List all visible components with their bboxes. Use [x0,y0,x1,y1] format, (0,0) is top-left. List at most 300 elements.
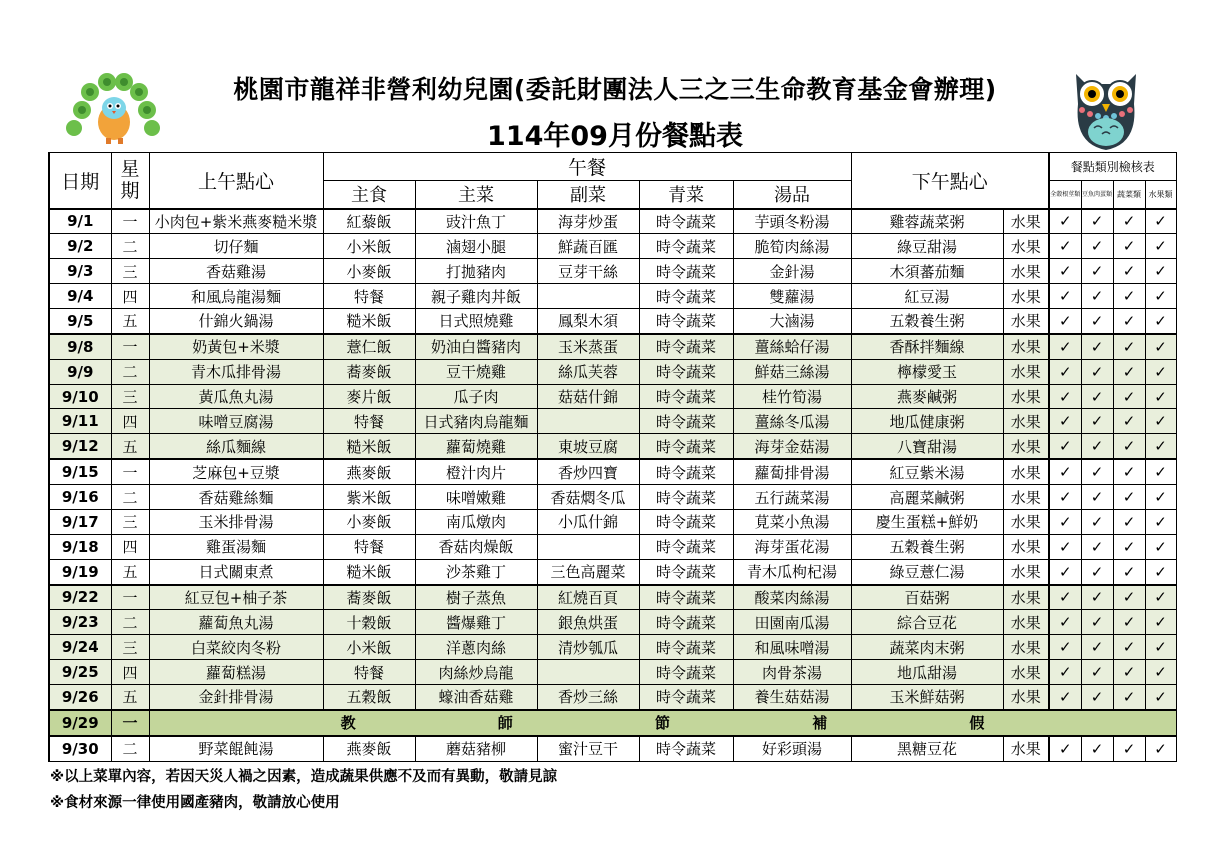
header-soup: 湯品 [733,181,851,209]
soup-cell: 金針湯 [733,259,851,284]
am-snack-cell: 什錦火鍋湯 [149,308,323,333]
fruit-cell: 水果 [1003,409,1049,434]
check-mark-cell: ✓ [1113,660,1145,685]
date-cell: 9/26 [49,684,111,709]
am-snack-cell: 雞蛋湯麵 [149,534,323,559]
table-row [49,559,1176,584]
header-pm-snack: 下午點心 [851,153,1049,209]
check-mark-cell: ✓ [1049,684,1081,709]
check-mark-cell: ✓ [1113,684,1145,709]
check-mark-cell: ✓ [1049,409,1081,434]
date-cell: 9/3 [49,259,111,284]
main-dish-cell: 蠔油香菇雞 [415,684,537,709]
date-cell: 9/4 [49,284,111,309]
table-row [49,359,1176,384]
check-mark-cell: ✓ [1113,359,1145,384]
check-mark-cell: ✓ [1049,308,1081,333]
staple-cell: 麥片飯 [323,384,415,409]
check-mark-cell: ✓ [1081,284,1113,309]
header-check-table: 餐點類別檢核表 [1049,153,1176,181]
check-mark-cell: ✓ [1145,409,1176,434]
pm-snack-cell: 檸檬愛玉 [851,359,1003,384]
table-row [49,459,1176,484]
side-dish-cell [537,534,639,559]
soup-cell: 大滷湯 [733,308,851,333]
side-dish-cell [537,409,639,434]
check-mark-cell: ✓ [1113,459,1145,484]
table-row [49,684,1176,709]
staple-cell: 五穀飯 [323,684,415,709]
soup-cell: 五行蔬菜湯 [733,485,851,510]
page-subtitle: 114年09月份餐點表 [487,121,743,152]
fruit-cell: 水果 [1003,660,1049,685]
main-dish-cell: 蘑菇豬柳 [415,736,537,762]
side-dish-cell: 三色高麗菜 [537,559,639,584]
weekday-cell: 二 [111,234,149,259]
soup-cell: 鮮菇三絲湯 [733,359,851,384]
check-mark-cell: ✓ [1049,359,1081,384]
weekday-cell: 三 [111,384,149,409]
vegetable-cell: 時令蔬菜 [639,284,733,309]
check-mark-cell: ✓ [1081,534,1113,559]
main-dish-cell: 南瓜燉肉 [415,509,537,534]
check-mark-cell: ✓ [1145,384,1176,409]
header-am-snack: 上午點心 [149,153,323,209]
am-snack-cell: 紅豆包+柚子茶 [149,585,323,610]
soup-cell: 脆筍肉絲湯 [733,234,851,259]
vegetable-cell: 時令蔬菜 [639,660,733,685]
check-mark-cell: ✓ [1113,234,1145,259]
pm-snack-cell: 紅豆紫米湯 [851,459,1003,484]
header-side-dish: 副菜 [537,181,639,209]
staple-cell: 十穀飯 [323,610,415,635]
pm-snack-cell: 高麗菜鹹粥 [851,485,1003,510]
soup-cell: 桂竹筍湯 [733,384,851,409]
fruit-cell: 水果 [1003,334,1049,359]
date-cell: 9/11 [49,409,111,434]
staple-cell: 薏仁飯 [323,334,415,359]
table-row [49,736,1176,762]
check-mark-cell: ✓ [1081,409,1113,434]
fruit-cell: 水果 [1003,534,1049,559]
table-row [49,434,1176,459]
soup-cell: 養生菇菇湯 [733,684,851,709]
side-dish-cell: 香炒三絲 [537,684,639,709]
am-snack-cell: 奶黃包+米漿 [149,334,323,359]
pm-snack-cell: 雞蓉蔬菜粥 [851,209,1003,234]
soup-cell: 田園南瓜湯 [733,610,851,635]
check-mark-cell: ✓ [1145,459,1176,484]
weekday-cell: 二 [111,610,149,635]
holiday-word: 補 [812,714,828,733]
am-snack-cell: 和風烏龍湯麵 [149,284,323,309]
weekday-cell: 二 [111,359,149,384]
fruit-cell: 水果 [1003,384,1049,409]
staple-cell: 燕麥飯 [323,736,415,762]
am-snack-cell: 小肉包+紫米燕麥糙米漿 [149,209,323,234]
pm-snack-cell: 玉米鮮菇粥 [851,684,1003,709]
check-mark-cell: ✓ [1113,610,1145,635]
fruit-cell: 水果 [1003,485,1049,510]
vegetable-cell: 時令蔬菜 [639,334,733,359]
holiday-word: 師 [497,714,513,733]
soup-cell: 海芽金菇湯 [733,434,851,459]
side-dish-cell: 海芽炒蛋 [537,209,639,234]
check-mark-cell: ✓ [1113,736,1145,762]
notes [50,764,557,816]
check-mark-cell: ✓ [1049,284,1081,309]
check-mark-cell: ✓ [1049,736,1081,762]
soup-cell: 莧菜小魚湯 [733,509,851,534]
check-mark-cell: ✓ [1145,485,1176,510]
am-snack-cell: 日式關東煮 [149,559,323,584]
weekday-cell: 二 [111,736,149,762]
check-mark-cell: ✓ [1081,209,1113,234]
weekday-cell: 一 [111,209,149,234]
check-mark-cell: ✓ [1081,684,1113,709]
peacock-logo-icon [62,70,162,146]
weekday-cell: 一 [111,459,149,484]
header-staple: 主食 [323,181,415,209]
side-dish-cell [537,284,639,309]
table-row [49,610,1176,635]
staple-cell: 糙米飯 [323,434,415,459]
fruit-cell: 水果 [1003,359,1049,384]
check-mark-cell: ✓ [1081,234,1113,259]
header-main-dish: 主菜 [415,181,537,209]
fruit-cell: 水果 [1003,209,1049,234]
staple-cell: 蕎麥飯 [323,585,415,610]
check-mark-cell: ✓ [1049,610,1081,635]
meal-table-body [49,209,1176,762]
check-mark-cell: ✓ [1113,485,1145,510]
staple-cell: 糙米飯 [323,559,415,584]
date-cell: 9/12 [49,434,111,459]
side-dish-cell [537,660,639,685]
header-check-grains: 全穀根莖類 [1049,181,1081,209]
date-cell: 9/24 [49,635,111,660]
table-row [49,234,1176,259]
fruit-cell: 水果 [1003,259,1049,284]
check-mark-cell: ✓ [1113,384,1145,409]
am-snack-cell: 絲瓜麵線 [149,434,323,459]
weekday-cell: 三 [111,509,149,534]
vegetable-cell: 時令蔬菜 [639,509,733,534]
page-title: 桃園市龍祥非營利幼兒園(委託財團法人三之三生命教育基金會辦理) [233,75,997,104]
table-row [49,334,1176,359]
vegetable-cell: 時令蔬菜 [639,585,733,610]
staple-cell: 特餐 [323,660,415,685]
weekday-cell: 四 [111,534,149,559]
check-mark-cell: ✓ [1113,585,1145,610]
side-dish-cell: 東坡豆腐 [537,434,639,459]
fruit-cell: 水果 [1003,509,1049,534]
am-snack-cell: 切仔麵 [149,234,323,259]
date-cell: 9/30 [49,736,111,762]
vegetable-cell: 時令蔬菜 [639,534,733,559]
staple-cell: 特餐 [323,534,415,559]
main-dish-cell: 日式豬肉烏龍麵 [415,409,537,434]
check-mark-cell: ✓ [1145,359,1176,384]
date-cell: 9/22 [49,585,111,610]
check-mark-cell: ✓ [1049,384,1081,409]
date-cell: 9/18 [49,534,111,559]
note-2: ※食材來源一律使用國產豬肉，敬請放心使用 [50,795,340,811]
main-dish-cell: 蘿蔔燒雞 [415,434,537,459]
check-mark-cell: ✓ [1081,585,1113,610]
weekday-cell: 三 [111,259,149,284]
table-row [49,308,1176,333]
check-mark-cell: ✓ [1081,459,1113,484]
date-cell: 9/25 [49,660,111,685]
check-mark-cell: ✓ [1145,434,1176,459]
check-mark-cell: ✓ [1145,209,1176,234]
pm-snack-cell: 五穀養生粥 [851,308,1003,333]
check-mark-cell: ✓ [1145,509,1176,534]
main-dish-cell: 豉汁魚丁 [415,209,537,234]
fruit-cell: 水果 [1003,736,1049,762]
staple-cell: 特餐 [323,284,415,309]
check-mark-cell: ✓ [1049,334,1081,359]
check-mark-cell: ✓ [1145,736,1176,762]
check-mark-cell: ✓ [1081,509,1113,534]
fruit-cell: 水果 [1003,459,1049,484]
pm-snack-cell: 蔬菜肉末粥 [851,635,1003,660]
vegetable-cell: 時令蔬菜 [639,459,733,484]
fruit-cell: 水果 [1003,635,1049,660]
fruit-cell: 水果 [1003,308,1049,333]
check-mark-cell: ✓ [1081,259,1113,284]
pm-snack-cell: 綠豆甜湯 [851,234,1003,259]
holiday-row [49,710,1176,736]
soup-cell: 海芽蛋花湯 [733,534,851,559]
weekday-cell: 五 [111,434,149,459]
check-mark-cell: ✓ [1049,234,1081,259]
pm-snack-cell: 地瓜健康粥 [851,409,1003,434]
check-mark-cell: ✓ [1049,459,1081,484]
vegetable-cell: 時令蔬菜 [639,485,733,510]
main-dish-cell: 樹子蒸魚 [415,585,537,610]
check-mark-cell: ✓ [1113,259,1145,284]
soup-cell: 芋頭冬粉湯 [733,209,851,234]
check-mark-cell: ✓ [1081,308,1113,333]
table-row [49,509,1176,534]
fruit-cell: 水果 [1003,684,1049,709]
date-cell: 9/5 [49,308,111,333]
am-snack-cell: 青木瓜排骨湯 [149,359,323,384]
table-row [49,384,1176,409]
fruit-cell: 水果 [1003,559,1049,584]
side-dish-cell: 蜜汁豆干 [537,736,639,762]
check-mark-cell: ✓ [1113,209,1145,234]
holiday-word: 假 [969,714,985,733]
check-mark-cell: ✓ [1113,534,1145,559]
check-mark-cell: ✓ [1145,534,1176,559]
staple-cell: 燕麥飯 [323,459,415,484]
am-snack-cell: 味噌豆腐湯 [149,409,323,434]
weekday-cell: 一 [111,334,149,359]
table-row [49,209,1176,234]
date-cell: 9/17 [49,509,111,534]
check-mark-cell: ✓ [1145,259,1176,284]
main-dish-cell: 滷翅小腿 [415,234,537,259]
main-dish-cell: 豆干燒雞 [415,359,537,384]
holiday-label [149,710,1176,736]
side-dish-cell: 銀魚烘蛋 [537,610,639,635]
table-row [49,409,1176,434]
vegetable-cell: 時令蔬菜 [639,308,733,333]
check-mark-cell: ✓ [1049,509,1081,534]
check-mark-cell: ✓ [1049,559,1081,584]
pm-snack-cell: 五穀養生粥 [851,534,1003,559]
am-snack-cell: 蘿蔔糕湯 [149,660,323,685]
pm-snack-cell: 地瓜甜湯 [851,660,1003,685]
check-mark-cell: ✓ [1081,610,1113,635]
date-cell: 9/16 [49,485,111,510]
vegetable-cell: 時令蔬菜 [639,736,733,762]
fruit-cell: 水果 [1003,284,1049,309]
header-check-vegetable: 蔬菜類 [1113,181,1145,209]
vegetable-cell: 時令蔬菜 [639,684,733,709]
check-mark-cell: ✓ [1049,485,1081,510]
table-row [49,585,1176,610]
main-dish-cell: 瓜子肉 [415,384,537,409]
side-dish-cell: 小瓜什錦 [537,509,639,534]
am-snack-cell: 芝麻包+豆漿 [149,459,323,484]
fruit-cell: 水果 [1003,234,1049,259]
header-lunch: 午餐 [323,153,851,181]
am-snack-cell: 香菇雞湯 [149,259,323,284]
main-dish-cell: 打拋豬肉 [415,259,537,284]
table-row [49,534,1176,559]
pm-snack-cell: 綜合豆花 [851,610,1003,635]
vegetable-cell: 時令蔬菜 [639,434,733,459]
pm-snack-cell: 紅豆湯 [851,284,1003,309]
weekday-cell: 五 [111,308,149,333]
pm-snack-cell: 香酥拌麵線 [851,334,1003,359]
main-dish-cell: 醬爆雞丁 [415,610,537,635]
main-dish-cell: 味噌嫩雞 [415,485,537,510]
pm-snack-cell: 百菇粥 [851,585,1003,610]
check-mark-cell: ✓ [1113,509,1145,534]
check-mark-cell: ✓ [1113,409,1145,434]
staple-cell: 紫米飯 [323,485,415,510]
check-mark-cell: ✓ [1081,559,1113,584]
check-mark-cell: ✓ [1145,334,1176,359]
side-dish-cell: 玉米蒸蛋 [537,334,639,359]
date-cell: 9/19 [49,559,111,584]
weekday-cell: 二 [111,485,149,510]
main-dish-cell: 奶油白醬豬肉 [415,334,537,359]
table-row [49,259,1176,284]
side-dish-cell: 菇菇什錦 [537,384,639,409]
soup-cell: 雙蘿湯 [733,284,851,309]
header-date: 日期 [49,153,111,209]
pm-snack-cell: 燕麥鹹粥 [851,384,1003,409]
table-row [49,660,1176,685]
check-mark-cell: ✓ [1145,234,1176,259]
weekday-cell: 一 [111,585,149,610]
check-mark-cell: ✓ [1049,635,1081,660]
vegetable-cell: 時令蔬菜 [639,610,733,635]
weekday-cell: 一 [111,710,149,736]
check-mark-cell: ✓ [1049,585,1081,610]
weekday-cell: 四 [111,660,149,685]
side-dish-cell: 清炒瓠瓜 [537,635,639,660]
am-snack-cell: 白菜絞肉冬粉 [149,635,323,660]
side-dish-cell: 紅燒百頁 [537,585,639,610]
main-dish-cell: 洋蔥肉絲 [415,635,537,660]
check-mark-cell: ✓ [1081,359,1113,384]
vegetable-cell: 時令蔬菜 [639,209,733,234]
side-dish-cell: 豆芽干絲 [537,259,639,284]
header-weekday: 星期 [111,153,149,209]
staple-cell: 小麥飯 [323,259,415,284]
check-mark-cell: ✓ [1113,334,1145,359]
am-snack-cell: 玉米排骨湯 [149,509,323,534]
check-mark-cell: ✓ [1081,736,1113,762]
am-snack-cell: 黃瓜魚丸湯 [149,384,323,409]
main-dish-cell: 橙汁肉片 [415,459,537,484]
table-row [49,485,1176,510]
main-dish-cell: 親子雞肉丼飯 [415,284,537,309]
check-mark-cell: ✓ [1113,284,1145,309]
staple-cell: 糙米飯 [323,308,415,333]
check-mark-cell: ✓ [1113,434,1145,459]
weekday-cell: 三 [111,635,149,660]
check-mark-cell: ✓ [1145,585,1176,610]
check-mark-cell: ✓ [1081,384,1113,409]
pm-snack-cell: 黑糖豆花 [851,736,1003,762]
check-mark-cell: ✓ [1145,635,1176,660]
weekday-cell: 五 [111,684,149,709]
staple-cell: 紅藜飯 [323,209,415,234]
check-mark-cell: ✓ [1081,485,1113,510]
pm-snack-cell: 綠豆薏仁湯 [851,559,1003,584]
check-mark-cell: ✓ [1081,660,1113,685]
main-dish-cell: 肉絲炒烏龍 [415,660,537,685]
side-dish-cell: 香炒四寶 [537,459,639,484]
side-dish-cell: 絲瓜芙蓉 [537,359,639,384]
staple-cell: 小米飯 [323,234,415,259]
vegetable-cell: 時令蔬菜 [639,259,733,284]
am-snack-cell: 金針排骨湯 [149,684,323,709]
date-cell: 9/2 [49,234,111,259]
check-mark-cell: ✓ [1145,684,1176,709]
weekday-cell: 五 [111,559,149,584]
main-dish-cell: 沙茶雞丁 [415,559,537,584]
date-cell: 9/9 [49,359,111,384]
check-mark-cell: ✓ [1081,434,1113,459]
weekday-cell: 四 [111,409,149,434]
note-1: ※以上菜單內容，若因天災人禍之因素，造成蔬果供應不及而有異動，敬請見諒 [50,769,558,785]
date-cell: 9/10 [49,384,111,409]
check-mark-cell: ✓ [1113,559,1145,584]
pm-snack-cell: 八寶甜湯 [851,434,1003,459]
side-dish-cell: 香菇燜冬瓜 [537,485,639,510]
soup-cell: 肉骨茶湯 [733,660,851,685]
soup-cell: 酸菜肉絲湯 [733,585,851,610]
pm-snack-cell: 木須蕃茄麵 [851,259,1003,284]
table-row [49,284,1176,309]
soup-cell: 青木瓜枸杞湯 [733,559,851,584]
vegetable-cell: 時令蔬菜 [639,384,733,409]
staple-cell: 特餐 [323,409,415,434]
header-check-fruit: 水果類 [1145,181,1176,209]
meal-table [48,152,1177,762]
vegetable-cell: 時令蔬菜 [639,359,733,384]
vegetable-cell: 時令蔬菜 [639,409,733,434]
